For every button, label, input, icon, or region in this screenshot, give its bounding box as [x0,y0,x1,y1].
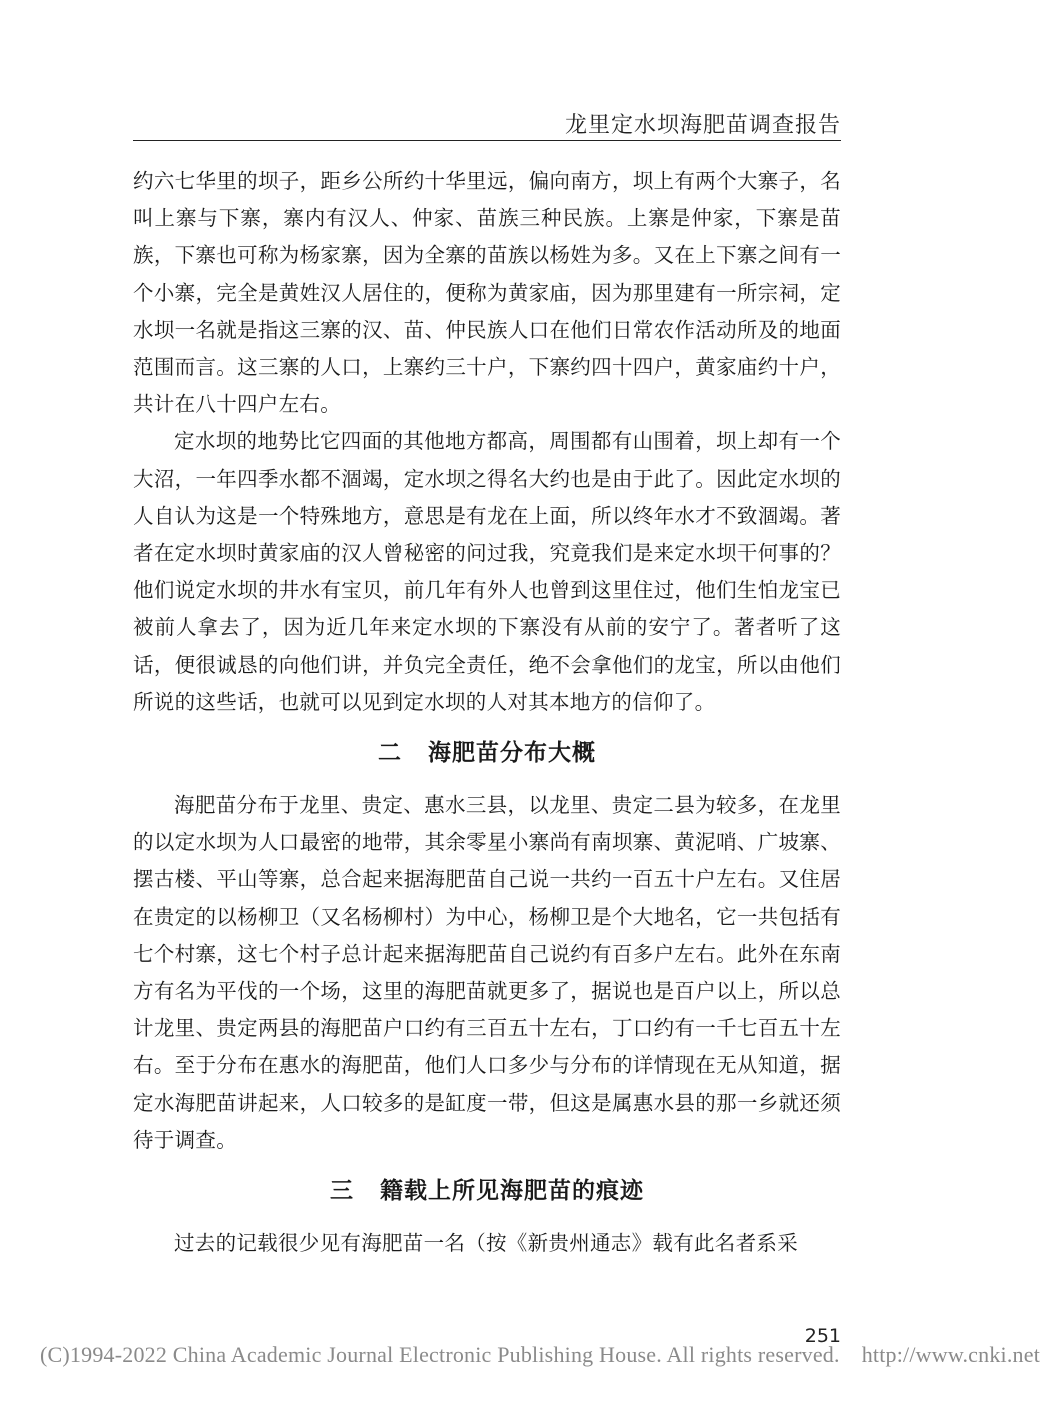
paragraph: 海肥苗分布于龙里、贵定、惠水三县，以龙里、贵定二县为较多，在龙里的以定水坝为人口最密的地带，其余零星小寨尚有南坝寨、黄泥哨、广坡寨、摆古楼、平山等寨，总合起来据海肥苗自己说一共约一百五十户左右。又住居在贵定的以杨柳卫（又名杨柳村）为中心，杨柳卫是个大地名，它一共包括有七个村寨，这七个村子总计起来据海肥苗自己说约有百多户左右。此外在东南方有名为平伐的一个场，这里的海肥苗就更多了，据说也是百户以上，所以总计龙里、贵定两县的海肥苗户口约有三百五十左右，丁口约有一千七百五十左右。至于分布在惠水的海肥苗，他们人口多少与分布的详情现在无从知道，据定水海肥苗讲起来，人口较多的是缸度一带，但这是属惠水县的那一乡就还须待于调查。 [133,793,841,1152]
section-number: 三 [330,1178,354,1205]
copyright-watermark [40,1342,1040,1368]
paragraph: 过去的记载很少见有海肥苗一名（按《新贵州通志》载有此名者系采 [174,1231,798,1256]
section-heading-3 [133,1171,841,1211]
section-title: 籍载上所见海肥苗的痕迹 [380,1178,644,1205]
article-body [133,163,841,1262]
section-heading-2 [133,733,841,773]
copyright-url[interactable]: http://www.cnki.net [861,1342,1040,1367]
page-number: 251 [804,1325,841,1347]
header-rule [133,140,841,141]
section-number: 二 [378,740,402,767]
copyright-text: (C)1994-2022 China Academic Journal Electronic Publishing House. All rights reserved. [40,1342,840,1367]
section-title: 海肥苗分布大概 [428,740,596,767]
paragraph-continued: 约六七华里的坝子，距乡公所约十华里远，偏向南方，坝上有两个大寨子，名叫上寨与下寨，寨内有汉人、仲家、苗族三种民族。上寨是仲家，下寨是苗族，下寨也可称为杨家寨，因为全寨的苗族以杨姓为多。又在上下寨之间有一个小寨，完全是黄姓汉人居住的，便称为黄家庙，因为那里建有一所宗祠，定水坝一名就是指这三寨的汉、苗、仲民族人口在他们日常农作活动所及的地面范围而言。这三寨的人口，上寨约三十户，下寨约四十四户，黄家庙约十户，共计在八十四户左右。 [133,169,841,417]
running-title: 龙里定水坝海肥苗调查报告 [564,113,841,138]
paragraph: 定水坝的地势比它四面的其他地方都高，周围都有山围着，坝上却有一个大沼，一年四季水都不涸竭，定水坝之得名大约也是由于此了。因此定水坝的人自认为这是一个特殊地方，意思是有龙在上面，所以终年水才不致涸竭。著者在定水坝时黄家庙的汉人曾秘密的问过我，究竟我们是来定水坝干何事的？他们说定水坝的井水有宝贝，前几年有外人也曾到这里住过，他们生怕龙宝已被前人拿去了，因为近几年来定水坝的下寨没有从前的安宁了。著者听了这话，便很诚恳的向他们讲，并负完全责任，绝不会拿他们的龙宝，所以由他们所说的这些话，也就可以见到定水坝的人对其本地方的信仰了。 [133,429,841,714]
